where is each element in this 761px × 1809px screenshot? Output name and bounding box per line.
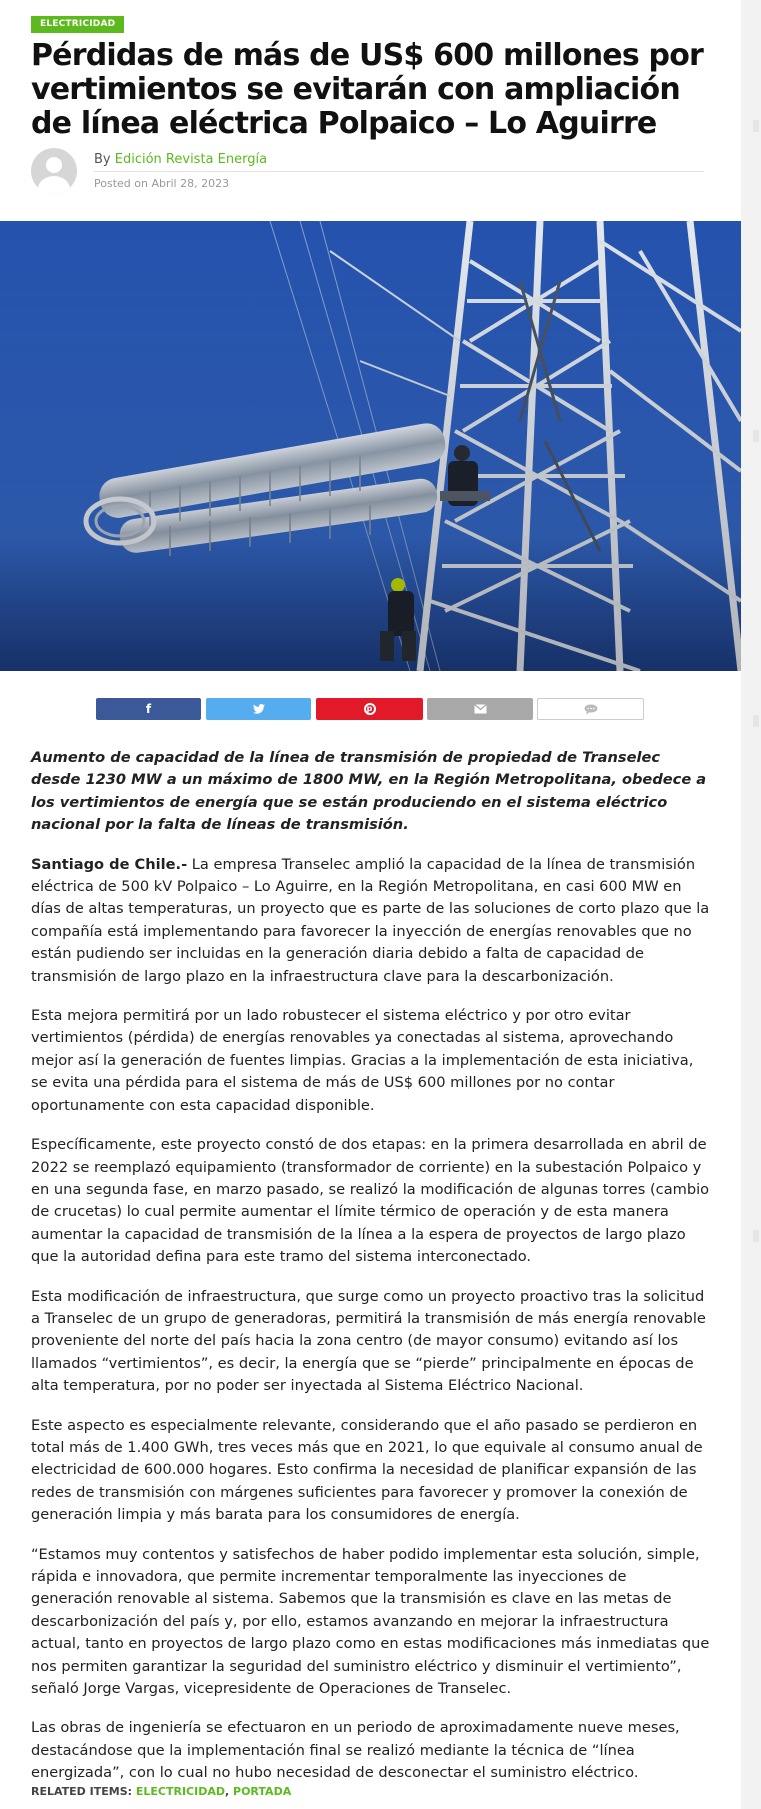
related-items-label: RELATED ITEMS: [31,1785,133,1798]
byline-by-label: By [94,152,111,167]
category-badge[interactable]: ELECTRICIDAD [31,16,124,33]
tag-separator: , [224,1785,230,1798]
twitter-bird-icon [253,704,265,714]
speech-bubble-icon [584,704,598,715]
byline-divider [94,171,704,172]
paragraph-7: Las obras de ingeniería se efectuaron en un periodo de aproximadamente nueve meses, destacándose que la implementación final se realizó mediante la técnica de “línea energizada”, con lo cual no hubo necesidad de desconectar el suministro eléctrico. [31,1719,680,1782]
paragraph-1-text: La empresa Transelec amplió la capacidad de la línea de transmisión eléctrica de 500 kV Polpaico – Lo Aguirre, en la Región Metropolitana, en casi 600 MW en días de altas temperaturas, un proyecto que es parte de las soluciones de corto plazo que la compañía está implementando para favorecer la inyección de energías renovables que no están pudiendo ser incluidas en la generación diaria debido a falta de capacidad de transmisión de largo plazo en la infraestructura clave para la descarbonización. [31,855,710,985]
share-email-button[interactable] [427,698,533,720]
post-date: Posted on Abril 28, 2023 [94,177,230,190]
envelope-icon [474,704,487,714]
tag-portada[interactable]: PORTADA [233,1785,292,1798]
avatar-head-shape [46,157,62,173]
paragraph-3: Específicamente, este proyecto constó de dos etapas: en la primera desarrollada en abril de 2022 se reemplazó equipamiento (transformador de corriente) en la subestación Polpaico y en una segunda fase, en marzo pasado, se realizó la modificación de algunas torres (cambio de crucetas) lo cual permite aumentar el límite térmico de operación y de esta manera aumentar la capacidad de transmisión de la línea a la espera de proyectos de largo plazo que la autoridad defina para este tramo del sistema interconectado. [31,1136,710,1266]
dateline: Santiago de Chile.- [31,855,188,873]
comments-button[interactable] [537,698,644,720]
hero-image [0,221,741,671]
author-avatar[interactable] [31,148,77,194]
transmission-tower-photo [0,221,741,671]
gutter-marker [753,1230,759,1242]
share-facebook-button[interactable] [96,698,201,720]
share-pinterest-button[interactable] [316,698,423,720]
paragraph-1 [31,854,711,988]
paragraph-4: Esta modificación de infraestructura, que surge como un proyecto proactivo tras la solicitud a Transelec de un grupo de generadoras, permitirá la transmisión de más energía renovable proveniente del norte del país hacia la zona centro (de mayor consumo) evitando así los llamados “vertimientos”, es decir, la energía que se “pierde” principalmente en épocas de alta temperatura, por no poder ser inyectada al Sistema Eléctrico Nacional. [31,1287,706,1395]
facebook-icon: f [145,702,152,716]
article-body [31,747,711,1802]
page-gutter [741,0,761,1809]
related-items [31,1784,291,1800]
article-lead: Aumento de capacidad de la línea de transmisión de propiedad de Transelec desde 1230 MW a un máximo de 1800 MW, en la Región Metropolitana, obedece a los vertimientos de energía que se están produciendo en el sistema eléctrico nacional por la falta de líneas de transmisión. [31,749,707,834]
gutter-marker [753,430,759,442]
tag-electricidad[interactable]: ELECTRICIDAD [135,1785,225,1798]
paragraph-2: Esta mejora permitirá por un lado robustecer el sistema eléctrico y por otro evitar vertimientos (pérdida) de energías renovables ya conectadas al sistema, aprovechando mejor así la generación de fuentes limpias. Gracias a la implementación de esta iniciativa, se evita una pérdida para el sistema de más de US$ 600 millones por no contar oportunamente con esta capacidad disponible. [31,1007,694,1114]
share-twitter-button[interactable] [206,698,311,720]
paragraph-6: “Estamos muy contentos y satisfechos de haber podido implementar esta solución, simple, rápida e innovadora, que permite incrementar temporalmente las inyecciones de generación renovable al sistema. Sabemos que la transmisión es clave en las metas de descarbonización del país y, por ello, estamos avanzando en mejorar la infraestructura actual, tanto en proyectos de largo plazo como en estas modificaciones más inmediatas que nos permiten garantizar la seguridad del suministro eléctrico y disminuir el vertimiento”, señaló Jorge Vargas, vicepresidente de Operaciones de Transelec. [31,1545,710,1698]
paragraph-5: Este aspecto es especialmente relevante, considerando que el año pasado se perdieron en total más de 1.400 GWh, tres veces más que en 2021, lo que equivale al consumo anual de electricidad de 600.000 hogares. Esto confirma la necesidad de planificar expansión de las redes de transmisión con márgenes suficientes para favorecer y promover la conexión de generación limpia y más barata para los consumidores de energía. [31,1416,703,1524]
gutter-marker [753,715,759,727]
article-title: Pérdidas de más de US$ 600 millones por vertimientos se evitarán con ampliación de línea eléctrica Polpaico – Lo Aguirre [31,38,703,141]
gutter-marker [753,120,759,132]
author-link[interactable]: Edición Revista Energía [114,152,268,167]
avatar-body-shape [38,176,70,194]
byline [94,151,267,169]
pinterest-icon: p [364,703,376,715]
